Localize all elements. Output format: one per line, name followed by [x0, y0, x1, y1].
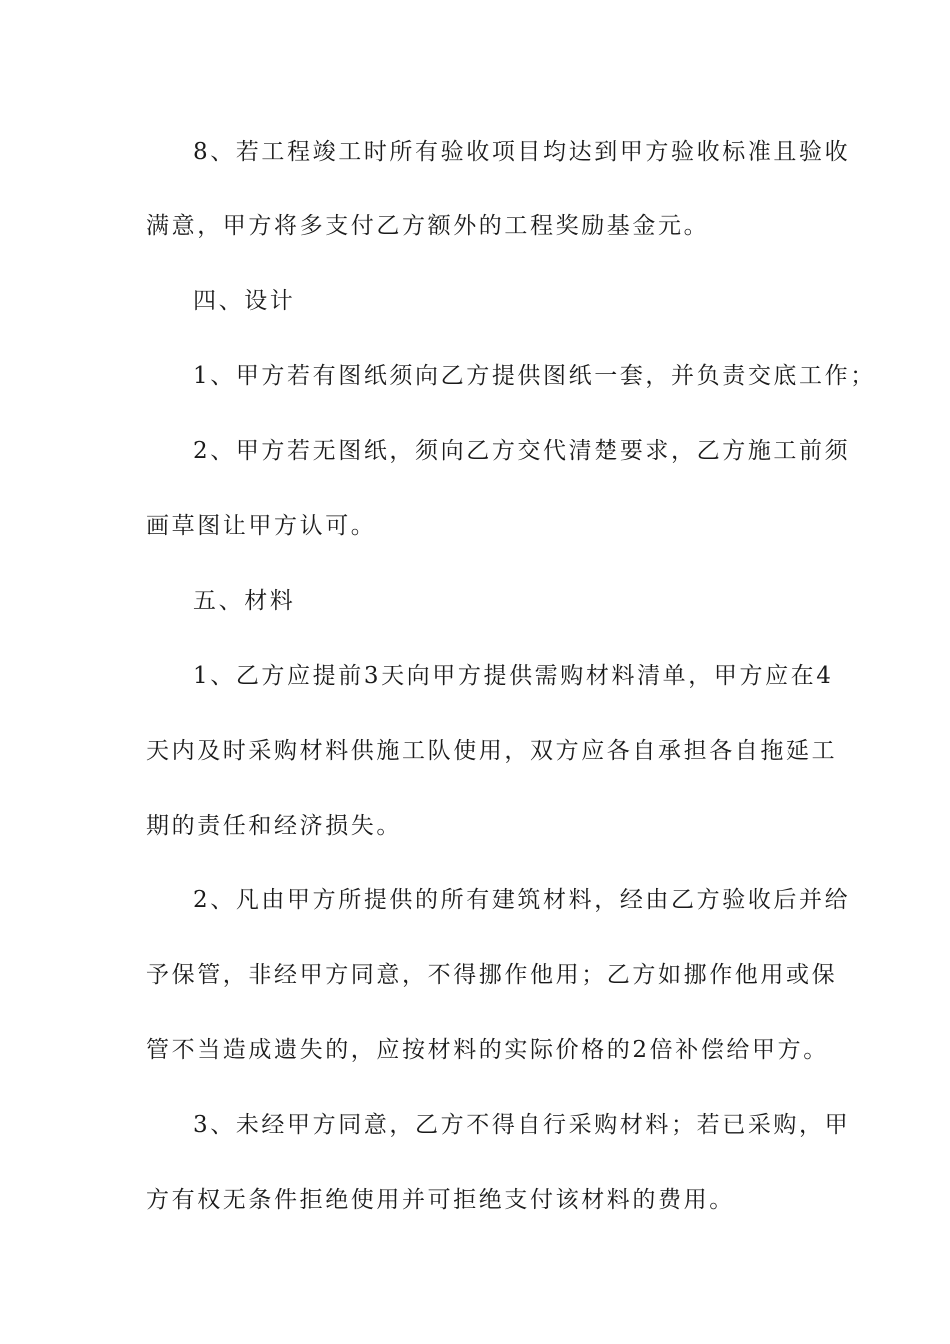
materials-clause-1-line-1: 1、乙方应提前3天向甲方提供需购材料清单，甲方应在4	[193, 663, 834, 689]
materials-clause-2-line-3: 管不当造成遗失的，应按材料的实际价格的2倍补偿给甲方。	[146, 1037, 829, 1063]
materials-clause-3-line-2: 方有权无条件拒绝使用并可拒绝支付该材料的费用。	[146, 1187, 735, 1213]
clause-8-line-1: 8、若工程竣工时所有验收项目均达到甲方验收标准且验收	[193, 139, 851, 165]
section-heading-materials: 五、材料	[193, 588, 296, 614]
materials-clause-2-line-1: 2、凡由甲方所提供的所有建筑材料，经由乙方验收后并给	[193, 887, 851, 913]
section-heading-design: 四、设计	[193, 288, 296, 314]
clause-8-line-2: 满意，甲方将多支付乙方额外的工程奖励基金元。	[146, 213, 710, 239]
design-clause-2-line-1: 2、甲方若无图纸，须向乙方交代清楚要求，乙方施工前须	[193, 438, 851, 464]
materials-clause-1-line-3: 期的责任和经济损失。	[146, 813, 402, 839]
materials-clause-3-line-1: 3、未经甲方同意，乙方不得自行采购材料；若已采购，甲	[193, 1112, 851, 1138]
materials-clause-2-line-2: 予保管，非经甲方同意，不得挪作他用；乙方如挪作他用或保	[146, 962, 838, 988]
materials-clause-1-line-2: 天内及时采购材料供施工队使用，双方应各自承担各自拖延工	[146, 738, 838, 764]
design-clause-1: 1、甲方若有图纸须向乙方提供图纸一套，并负责交底工作；	[193, 363, 876, 389]
design-clause-2-line-2: 画草图让甲方认可。	[146, 513, 377, 539]
